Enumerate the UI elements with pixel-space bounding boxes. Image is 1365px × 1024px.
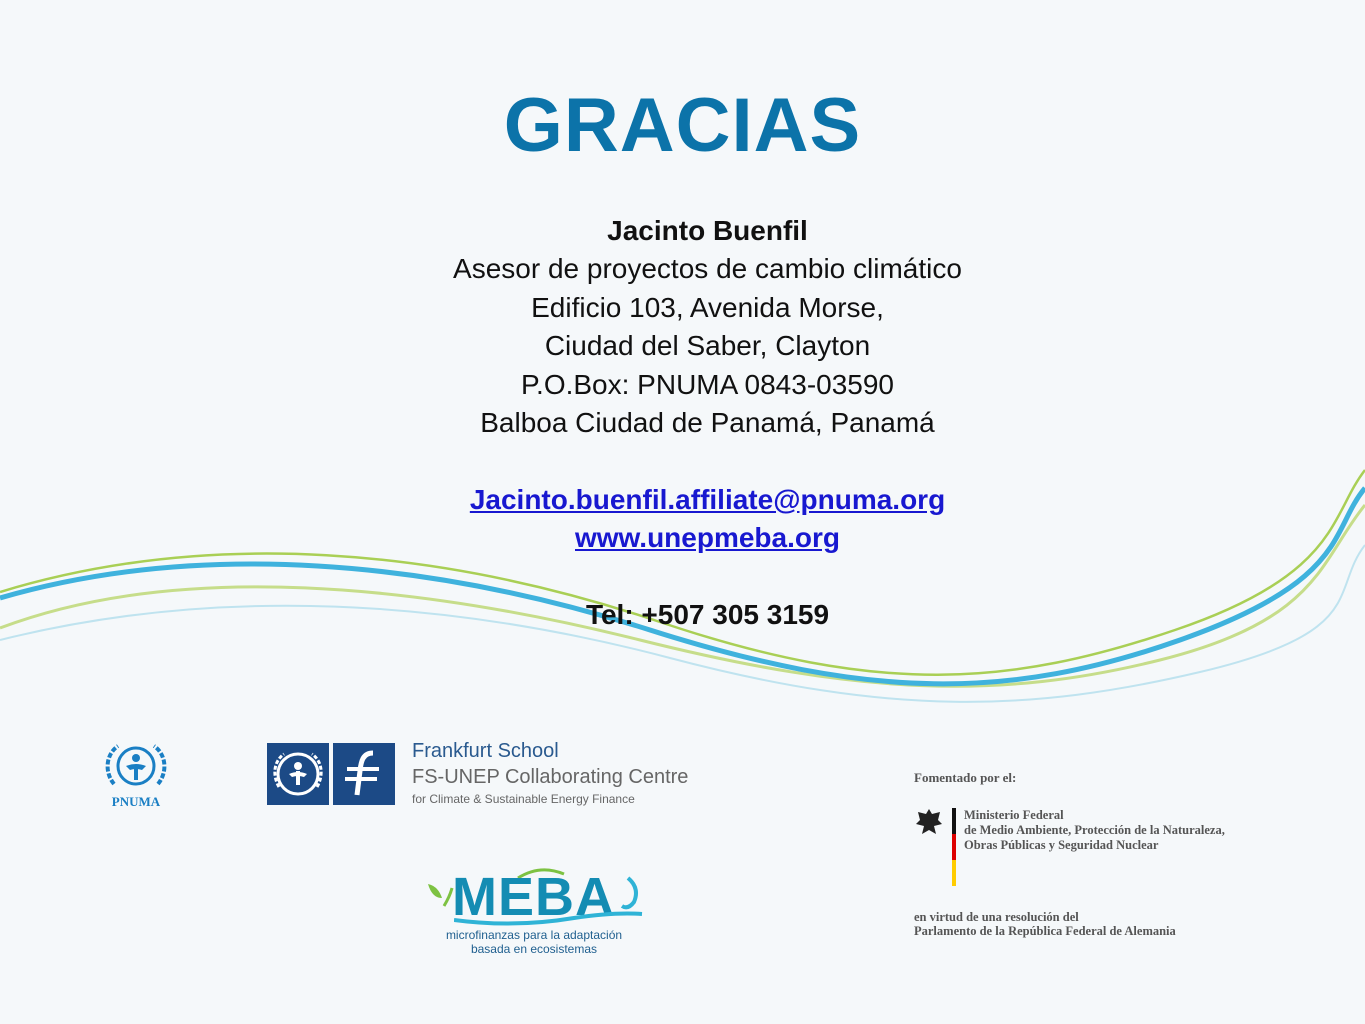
f-mark-icon — [333, 743, 395, 805]
meba-word: MEBA — [452, 867, 615, 927]
ministry-name — [964, 808, 1225, 853]
pnuma-label: PNUMA — [111, 794, 161, 809]
flag-gold — [952, 860, 956, 886]
flag-red — [952, 834, 956, 860]
bmu-logo — [914, 770, 1334, 950]
fs-line-1: Frankfurt School — [412, 740, 559, 762]
wave-curl-icon — [620, 876, 642, 912]
contact-block — [300, 212, 1115, 634]
un-emblem-icon — [267, 743, 329, 805]
contact-name: Jacinto Buenfil — [607, 215, 808, 246]
contact-tel: Tel: +507 305 3159 — [585, 599, 830, 631]
contact-city: Balboa Ciudad de Panamá, Panamá — [480, 407, 935, 439]
ministry-line-1: Ministerio Federal — [964, 808, 1064, 822]
contact-address-2: Ciudad del Saber, Clayton — [544, 330, 871, 362]
pnuma-logo — [100, 738, 172, 812]
frankfurt-school-logo — [267, 740, 689, 810]
frankfurt-f-square — [333, 743, 395, 805]
contact-po-box: P.O.Box: PNUMA 0843-03590 — [520, 368, 895, 400]
email-link[interactable]: Jacinto.buenfil.affiliate@pnuma.org — [469, 483, 946, 515]
ministry-line-3: Obras Públicas y Seguridad Nuclear — [964, 838, 1159, 852]
ministry-line-2: de Medio Ambiente, Protección de la Naturaleza, — [964, 823, 1225, 837]
wave-swirl-icon — [454, 910, 644, 928]
spacer — [300, 558, 1115, 596]
page-title: GRACIAS — [503, 83, 862, 168]
spacer — [300, 442, 1115, 480]
resolution-line-2: Parlamento de la República Federal de Alemania — [914, 924, 1176, 938]
leaf-sprout-icon — [424, 876, 454, 912]
fs-line-2: FS-UNEP Collaborating Centre — [412, 766, 689, 788]
flag-black — [952, 808, 956, 834]
meba-subtitle-1: microfinanzas para la adaptación — [445, 928, 623, 942]
federal-eagle-icon — [914, 806, 944, 838]
contact-role: Asesor de proyectos de cambio climático — [453, 253, 962, 285]
un-emblem-icon — [100, 738, 172, 794]
contact-address-1: Edificio 103, Avenida Morse, — [531, 291, 884, 323]
german-flag — [952, 808, 956, 886]
fomentado-label: Fomentado por el: — [914, 770, 1017, 785]
unep-emblem-square — [267, 743, 329, 805]
website-link[interactable]: www.unepmeba.org — [575, 522, 840, 554]
resolution-line-1: en virtud de una resolución del — [914, 910, 1079, 924]
meba-subtitle-2: basada en ecosistemas — [470, 942, 598, 956]
resolution-text — [914, 910, 1176, 938]
meba-logo — [424, 866, 654, 958]
fs-line-3: for Climate & Sustainable Energy Finance — [412, 792, 635, 806]
